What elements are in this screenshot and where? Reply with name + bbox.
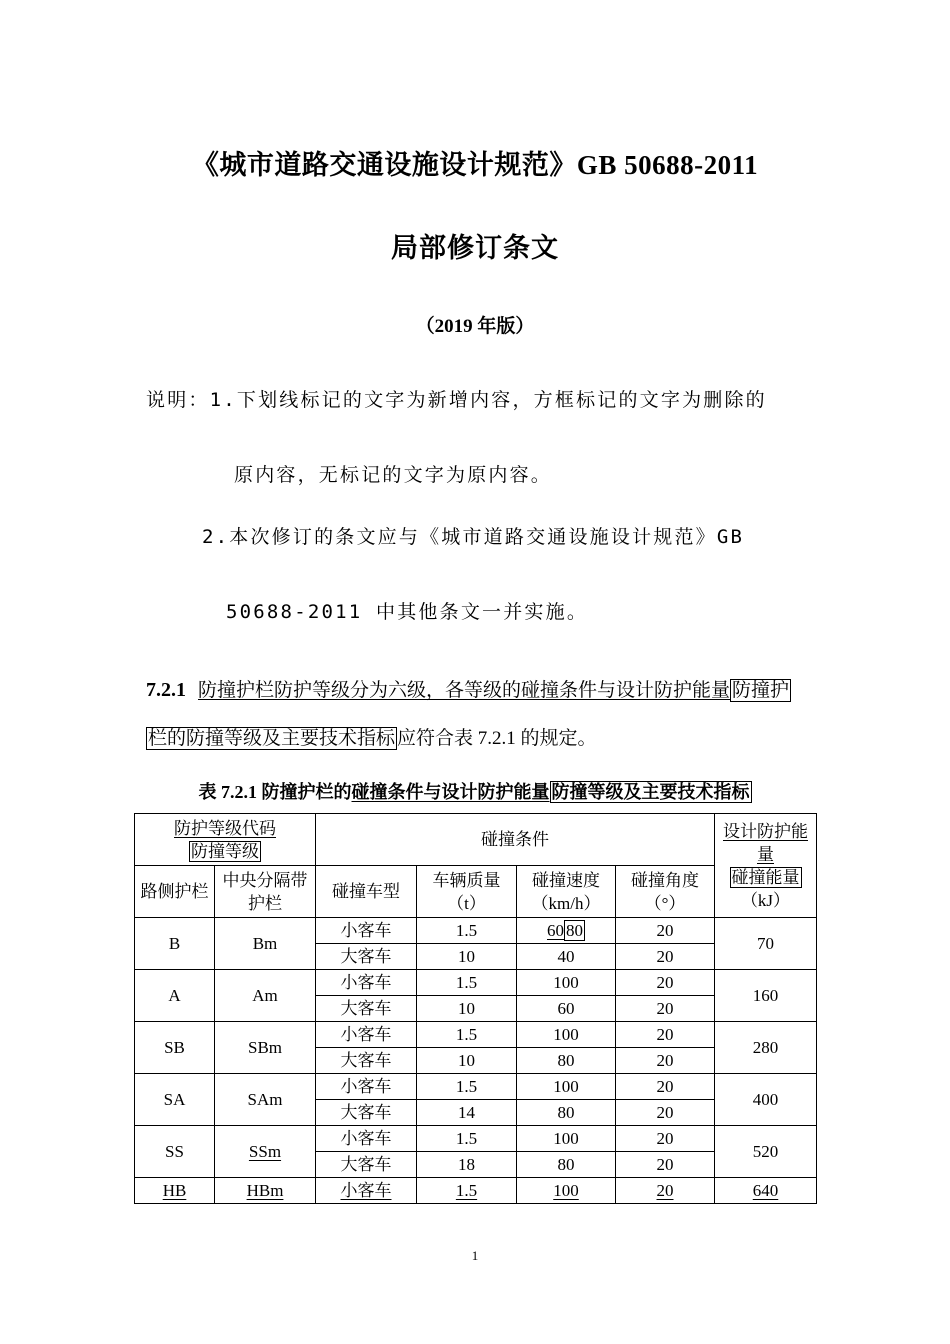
median-header: 中央分隔带护栏 <box>215 866 316 918</box>
vehicle-type: 大客车 <box>316 1152 417 1178</box>
table-row <box>135 918 817 944</box>
median-grade: SAm <box>215 1074 316 1126</box>
vehicle-mass: 10 <box>417 1048 517 1074</box>
median-grade <box>215 1126 316 1178</box>
vehicle-type: 小客车 <box>316 1074 417 1100</box>
impact-speed: 40 <box>517 944 616 970</box>
impact-angle: 20 <box>616 970 715 996</box>
vehicle-type: 小客车 <box>316 970 417 996</box>
collision-conditions-header: 碰撞条件 <box>316 814 715 866</box>
roadside-grade <box>135 1178 215 1204</box>
median-grade: Bm <box>215 918 316 970</box>
median-grade: Am <box>215 970 316 1022</box>
document-title: 《城市道路交通设施设计规范》GB 50688-2011 <box>191 150 759 180</box>
vehicle-mass: 18 <box>417 1152 517 1178</box>
added-text: 640 <box>752 1181 779 1200</box>
vehicle-mass: 10 <box>417 944 517 970</box>
added-text: 小客车 <box>340 1181 392 1200</box>
caption-added: 碰撞条件与设计防护能量 <box>351 782 550 802</box>
impact-angle <box>616 1178 715 1204</box>
vehicle-type: 大客车 <box>316 1048 417 1074</box>
table-subheader-row <box>135 866 817 918</box>
added-text: 设计防护能量 <box>723 821 808 864</box>
protection-energy: 160 <box>715 970 817 1022</box>
clause-tail: 应符合表 7.2.1 的规定。 <box>397 728 597 749</box>
added-text: 100 <box>553 1181 579 1200</box>
impact-angle: 20 <box>616 1100 715 1126</box>
roadside-grade: B <box>135 918 215 970</box>
vehicle-mass: 1.5 <box>417 918 517 944</box>
table-row <box>135 1022 817 1048</box>
added-text: 20 <box>656 1181 674 1200</box>
impact-speed: 100 <box>517 1022 616 1048</box>
deleted-text: 碰撞能量 <box>731 867 800 887</box>
speed-unit: （km/h） <box>531 893 601 913</box>
caption-prefix: 表 7.2.1 防撞护栏的 <box>198 782 352 802</box>
vehicle-type <box>316 1178 417 1204</box>
impact-speed: 80 <box>517 1048 616 1074</box>
page-number: 1 <box>471 1248 479 1263</box>
vehicle-type-header: 碰撞车型 <box>316 866 417 918</box>
energy-header <box>715 814 817 918</box>
table-row <box>135 1178 817 1204</box>
mass-unit: （t） <box>447 893 486 913</box>
impact-speed: 80 <box>517 1152 616 1178</box>
impact-angle: 20 <box>616 1152 715 1178</box>
clause-number: 7.2.1 <box>146 679 186 701</box>
impact-angle: 20 <box>616 1022 715 1048</box>
vehicle-type: 大客车 <box>316 996 417 1022</box>
deleted-text: 防撞等级 <box>191 841 259 861</box>
impact-angle: 20 <box>616 1074 715 1100</box>
vehicle-mass: 1.5 <box>417 1126 517 1152</box>
grade-code-header <box>135 814 316 866</box>
vehicle-type: 大客车 <box>316 1100 417 1126</box>
roadside-grade: SA <box>135 1074 215 1126</box>
table-caption <box>0 778 950 804</box>
added-text: HBm <box>246 1181 284 1200</box>
impact-angle: 20 <box>616 1048 715 1074</box>
table-row <box>135 1074 817 1100</box>
impact-angle: 20 <box>616 918 715 944</box>
impact-speed <box>517 1178 616 1204</box>
note-line-4: 50688-2011 中其他条文一并实施。 <box>226 601 589 623</box>
protection-energy <box>715 1178 817 1204</box>
impact-speed: 100 <box>517 970 616 996</box>
median-grade <box>215 1178 316 1204</box>
vehicle-mass: 14 <box>417 1100 517 1126</box>
table-row <box>135 1126 817 1152</box>
vehicle-type: 小客车 <box>316 1022 417 1048</box>
protection-energy: 400 <box>715 1074 817 1126</box>
table-header-row <box>135 814 817 866</box>
added-text: 防护等级代码 <box>174 818 276 838</box>
note-line-1: 说明：1.下划线标记的文字为新增内容，方框标记的文字为删除的 <box>146 389 767 411</box>
impact-angle: 20 <box>616 996 715 1022</box>
vehicle-type: 小客车 <box>316 1126 417 1152</box>
vehicle-mass: 1.5 <box>417 1074 517 1100</box>
mass-header <box>417 866 517 918</box>
energy-unit: （kJ） <box>740 890 791 910</box>
impact-speed: 80 <box>517 1100 616 1126</box>
note-line-2: 原内容，无标记的文字为原内容。 <box>234 464 553 486</box>
roadside-grade: SS <box>135 1126 215 1178</box>
roadside-grade: SB <box>135 1022 215 1074</box>
impact-angle: 20 <box>616 944 715 970</box>
edition-label: （2019 年版） <box>415 316 535 337</box>
vehicle-mass: 1.5 <box>417 1022 517 1048</box>
mass-label: 车辆质量 <box>432 870 501 890</box>
impact-speed <box>517 918 616 944</box>
added-text: HB <box>162 1181 187 1200</box>
table-row <box>135 970 817 996</box>
roadside-grade: A <box>135 970 215 1022</box>
protection-energy: 520 <box>715 1126 817 1178</box>
guardrail-spec-table <box>134 813 817 1204</box>
deleted-text: 栏的防撞等级及主要技术指标 <box>148 728 396 749</box>
added-text: SSm <box>248 1142 282 1161</box>
vehicle-type: 大客车 <box>316 944 417 970</box>
caption-deleted: 防撞等级及主要技术指标 <box>551 782 750 802</box>
angle-label: 碰撞角度 <box>631 870 699 890</box>
impact-speed: 100 <box>517 1126 616 1152</box>
vehicle-mass <box>417 1178 517 1204</box>
deleted-text: 80 <box>566 921 583 940</box>
protection-energy: 280 <box>715 1022 817 1074</box>
vehicle-mass: 1.5 <box>417 970 517 996</box>
document-subtitle: 局部修订条文 <box>391 233 559 263</box>
added-text: 60 <box>547 921 564 940</box>
speed-header <box>517 866 616 918</box>
clause-paragraph-line-2 <box>146 723 597 750</box>
impact-angle: 20 <box>616 1126 715 1152</box>
protection-energy: 70 <box>715 918 817 970</box>
impact-speed: 100 <box>517 1074 616 1100</box>
added-text: 1.5 <box>455 1181 478 1200</box>
angle-header <box>616 866 715 918</box>
median-grade: SBm <box>215 1022 316 1074</box>
angle-unit: （°） <box>644 893 686 913</box>
vehicle-type: 小客车 <box>316 918 417 944</box>
speed-label: 碰撞速度 <box>532 870 600 890</box>
clause-paragraph-line-1 <box>146 675 791 702</box>
note-line-3: 2.本次修订的条文应与《城市道路交通设施设计规范》GB <box>202 526 745 548</box>
roadside-header: 路侧护栏 <box>135 866 215 918</box>
deleted-text: 防撞护 <box>732 680 790 701</box>
vehicle-mass: 10 <box>417 996 517 1022</box>
added-text: 防撞护栏防护等级分为六级，各等级的碰撞条件与设计防护能量 <box>198 680 731 701</box>
impact-speed: 60 <box>517 996 616 1022</box>
